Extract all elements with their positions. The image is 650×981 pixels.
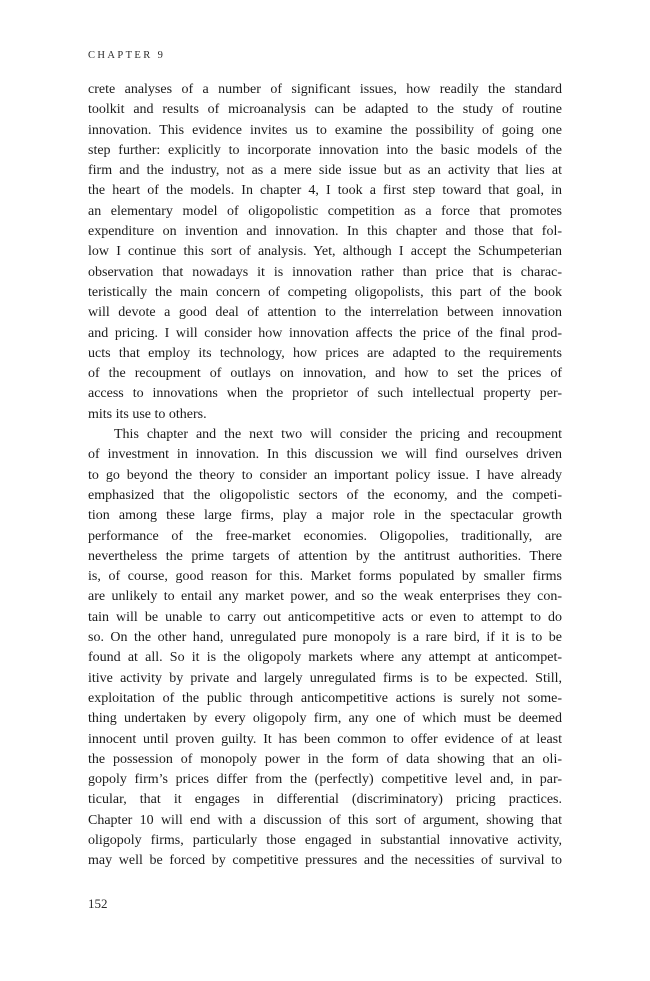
text-line: mits its use to others. xyxy=(88,406,207,422)
text-line: expenditure on invention and innovation. In this chapter and those that fol- xyxy=(88,224,562,240)
paragraph-2 xyxy=(88,425,562,872)
text-line: exploitation of the public through anticompetitive actions is surely not some- xyxy=(88,690,562,706)
text-line: crete analyses of a number of significant issues, how readily the standard xyxy=(88,82,562,97)
text-line: oligopoly firms, particularly those engaged in substantial innovative activity, xyxy=(88,832,562,848)
text-line: so. On the other hand, unregulated pure monopoly is a rare bird, if it is to be xyxy=(88,630,562,646)
text-line: is, of course, good reason for this. Market forms populated by smaller firms xyxy=(88,569,562,585)
text-line: found at all. So it is the oligopoly markets where any attempt at anticompet- xyxy=(88,650,562,666)
text-line: to go beyond the theory to consider an important policy issue. I have already xyxy=(88,467,562,483)
text-line: nevertheless the prime targets of attention by the antitrust authorities. There xyxy=(88,548,562,564)
paragraph-1 xyxy=(88,80,562,425)
text-line: an elementary model of oligopolistic competition as a force that promotes xyxy=(88,203,562,219)
text-line: itive activity by private and largely unregulated firms is to be expected. Still, xyxy=(88,670,562,686)
text-line: step further: explicitly to incorporate innovation into the basic models of the xyxy=(88,142,562,158)
text-line: innovation. This evidence invites us to examine the possibility of going one xyxy=(88,122,562,138)
text-line: tain will be unable to carry out anticompetitive acts or even to attempt to do xyxy=(88,609,562,625)
text-line: innocent until proven guilty. It has been common to offer evidence of at least xyxy=(88,731,562,747)
text-line: access to innovations when the proprietor of such intellectual property per- xyxy=(88,386,562,402)
text-line: firm and the industry, not as a mere side issue but as an activity that lies at xyxy=(88,163,562,179)
text-line: of the recoupment of outlays on innovation, and how to set the prices of xyxy=(88,366,562,382)
text-line: the possession of monopoly power in the form of data showing that an oli- xyxy=(88,751,562,767)
text-line: ucts that employ its technology, how prices are adapted to the requirements xyxy=(88,345,562,361)
text-line: gopoly firm’s prices differ from the (perfectly) competitive level and, in par- xyxy=(88,772,562,788)
running-head: CHAPTER 9 xyxy=(88,50,166,61)
text-line: emphasized that the oligopolistic sectors of the economy, and the competi- xyxy=(88,487,562,503)
text-line: the heart of the models. In chapter 4, I took a first step toward that goal, in xyxy=(88,183,562,199)
body-text xyxy=(88,80,562,872)
text-line: Chapter 10 will end with a discussion of this sort of argument, showing that xyxy=(88,812,562,828)
text-line: observation that nowadays it is innovation rather than price that is charac- xyxy=(88,264,562,280)
text-line: ticular, that it engages in differential (discriminatory) pricing practices. xyxy=(88,792,562,808)
text-line: thing undertaken by every oligopoly firm, any one of which must be deemed xyxy=(88,711,562,727)
text-line: are unlikely to entail any market power, and so the weak enterprises they con- xyxy=(88,589,562,605)
text-line: may well be forced by competitive pressures and the necessities of survival to xyxy=(88,853,562,869)
text-line: performance of the free-market economies. Oligopolies, traditionally, are xyxy=(88,528,562,544)
text-line: toolkit and results of microanalysis can be adapted to the study of routine xyxy=(88,102,562,118)
text-line: This chapter and the next two will consider the pricing and recoupment xyxy=(114,427,562,443)
text-line: tion among these large firms, play a major role in the spectacular growth xyxy=(88,508,562,524)
page-number: 152 xyxy=(88,896,108,911)
text-line: and pricing. I will consider how innovation affects the price of the final prod- xyxy=(88,325,562,341)
text-line: of investment in innovation. In this discussion we will find ourselves driven xyxy=(88,447,562,463)
text-line: low I continue this sort of analysis. Yet, although I accept the Schumpeterian xyxy=(88,244,562,260)
text-line: will devote a good deal of attention to the interrelation between innovation xyxy=(88,305,562,321)
text-line: teristically the main concern of competing oligopolists, this part of the book xyxy=(88,284,562,300)
